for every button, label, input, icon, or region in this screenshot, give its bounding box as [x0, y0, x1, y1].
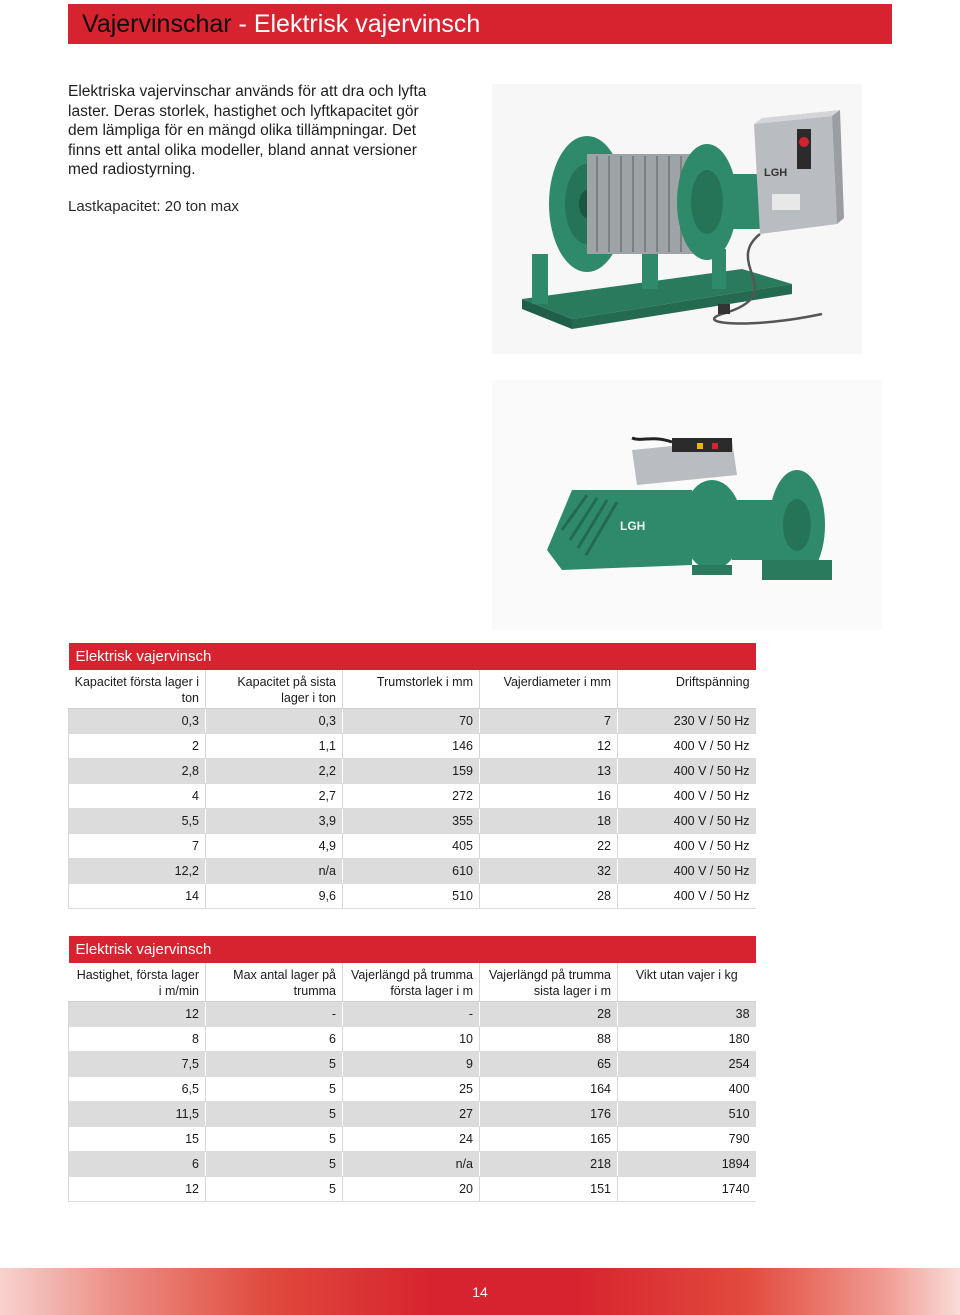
table-cell: 1894: [618, 1151, 756, 1176]
table-cell: 5: [206, 1076, 343, 1101]
table-cell: 2: [69, 733, 206, 758]
table-cell: 5: [206, 1126, 343, 1151]
winch-photo-motor: [492, 380, 882, 630]
table-cell: 32: [480, 858, 618, 883]
table-cell: 180: [618, 1026, 756, 1051]
table-cell: 88: [480, 1026, 618, 1051]
table-cell: 12: [480, 733, 618, 758]
table-cell: 1740: [618, 1176, 756, 1201]
table-cell: 28: [480, 1001, 618, 1026]
table-cell: 9,6: [206, 883, 343, 908]
table-cell: 12: [69, 1176, 206, 1201]
table-cell: 510: [618, 1101, 756, 1126]
table-row: [69, 1026, 756, 1051]
lgh-logo: LGH: [764, 167, 788, 179]
table-cell: 400 V / 50 Hz: [618, 758, 756, 783]
spec-table-capacity: [68, 643, 756, 909]
table-cell: 0,3: [206, 708, 343, 733]
lgh-logo-2: LGH: [620, 519, 646, 533]
table-row: [69, 758, 756, 783]
table-cell: 151: [480, 1176, 618, 1201]
winch-motor-illustration: [492, 380, 882, 630]
table-cell: 5: [206, 1051, 343, 1076]
table-cell: 164: [480, 1076, 618, 1101]
table-cell: 400: [618, 1076, 756, 1101]
table-caption: Elektrisk vajervinsch: [69, 936, 756, 963]
table-cell: 159: [343, 758, 480, 783]
table-cell: 22: [480, 833, 618, 858]
table-cell: -: [343, 1001, 480, 1026]
table-cell: 400 V / 50 Hz: [618, 833, 756, 858]
table-cell: 38: [618, 1001, 756, 1026]
spec-table-speed-weight: [68, 936, 756, 1202]
table-cell: 5: [206, 1151, 343, 1176]
table-cell: 65: [480, 1051, 618, 1076]
column-header: Kapacitet på sista lager i ton: [206, 670, 343, 708]
winch-drum-illustration: [492, 84, 862, 354]
table-cell: 2,8: [69, 758, 206, 783]
column-header: Hastighet, första lager i m/min: [69, 963, 206, 1001]
column-header: Max antal lager på trumma: [206, 963, 343, 1001]
table-cell: 2,7: [206, 783, 343, 808]
column-header: Vikt utan vajer i kg: [618, 963, 756, 1001]
table-row: [69, 1126, 756, 1151]
table-row: [69, 883, 756, 908]
table-cell: 790: [618, 1126, 756, 1151]
table-cell: 5: [206, 1101, 343, 1126]
table-row: [69, 783, 756, 808]
table-cell: 7,5: [69, 1051, 206, 1076]
table-cell: 6: [69, 1151, 206, 1176]
table-cell: 400 V / 50 Hz: [618, 783, 756, 808]
table-cell: 15: [69, 1126, 206, 1151]
page-title-sub: Elektrisk vajervinsch: [253, 10, 481, 38]
table-cell: 5,5: [69, 808, 206, 833]
page-title-separator: -: [231, 10, 254, 38]
table-cell: 7: [69, 833, 206, 858]
table-cell: 10: [343, 1026, 480, 1051]
table-cell: 12,2: [69, 858, 206, 883]
table-row: [69, 833, 756, 858]
table-row: [69, 708, 756, 733]
table-cell: 12: [69, 1001, 206, 1026]
table-row: [69, 733, 756, 758]
table-cell: 5: [206, 1176, 343, 1201]
table-cell: 400 V / 50 Hz: [618, 808, 756, 833]
table-cell: 18: [480, 808, 618, 833]
table-cell: n/a: [343, 1151, 480, 1176]
load-capacity-text: Lastkapacitet: 20 ton max: [68, 198, 239, 215]
table-caption: Elektrisk vajervinsch: [69, 643, 756, 670]
column-header: Vajerlängd på trumma sista lager i m: [480, 963, 618, 1001]
table-row: [69, 1076, 756, 1101]
table-cell: 20: [343, 1176, 480, 1201]
column-header: Driftspänning: [618, 670, 756, 708]
table-row: [69, 1001, 756, 1026]
table-cell: 8: [69, 1026, 206, 1051]
table-cell: 2,2: [206, 758, 343, 783]
table-cell: 16: [480, 783, 618, 808]
page-title-main: Vajervinschar: [82, 10, 232, 38]
table-row: [69, 808, 756, 833]
table-cell: 254: [618, 1051, 756, 1076]
table-cell: 400 V / 50 Hz: [618, 858, 756, 883]
table-row: [69, 1176, 756, 1201]
table-cell: 405: [343, 833, 480, 858]
table-cell: 272: [343, 783, 480, 808]
table-cell: 28: [480, 883, 618, 908]
table-cell: 3,9: [206, 808, 343, 833]
table-cell: 70: [343, 708, 480, 733]
table-cell: 165: [480, 1126, 618, 1151]
table-cell: 4: [69, 783, 206, 808]
table-cell: n/a: [206, 858, 343, 883]
table-cell: 400 V / 50 Hz: [618, 883, 756, 908]
table-cell: 6,5: [69, 1076, 206, 1101]
table-cell: 146: [343, 733, 480, 758]
table-row: [69, 1101, 756, 1126]
table-cell: 14: [69, 883, 206, 908]
table-cell: 13: [480, 758, 618, 783]
table-cell: 7: [480, 708, 618, 733]
table-cell: 218: [480, 1151, 618, 1176]
table-cell: 0,3: [69, 708, 206, 733]
table-cell: 11,5: [69, 1101, 206, 1126]
table-cell: 230 V / 50 Hz: [618, 708, 756, 733]
table-cell: 1,1: [206, 733, 343, 758]
table-cell: 4,9: [206, 833, 343, 858]
table-cell: 27: [343, 1101, 480, 1126]
intro-paragraph: Elektriska vajervinschar används för att dra och lyfta laster. Deras storlek, hastighet och lyftkapacitet gör dem lämpliga för en mängd olika tillämpningar. Det finns ett antal olika modeller, bland annat versioner med radiostyrning.: [68, 83, 427, 179]
table-cell: 9: [343, 1051, 480, 1076]
table-cell: 610: [343, 858, 480, 883]
table-row: [69, 858, 756, 883]
table-cell: 355: [343, 808, 480, 833]
page-number: 14: [472, 1284, 488, 1300]
page-title: [68, 4, 892, 44]
table-cell: 510: [343, 883, 480, 908]
table-row: [69, 1151, 756, 1176]
table-cell: -: [206, 1001, 343, 1026]
winch-photo-drum: [492, 84, 862, 354]
column-header: Trumstorlek i mm: [343, 670, 480, 708]
column-header: Vajerdiameter i mm: [480, 670, 618, 708]
table-cell: 400 V / 50 Hz: [618, 733, 756, 758]
column-header: Kapacitet första lager i ton: [69, 670, 206, 708]
column-header: Vajerlängd på trumma första lager i m: [343, 963, 480, 1001]
table-cell: 176: [480, 1101, 618, 1126]
table-cell: 6: [206, 1026, 343, 1051]
table-cell: 24: [343, 1126, 480, 1151]
table-cell: 25: [343, 1076, 480, 1101]
table-row: [69, 1051, 756, 1076]
